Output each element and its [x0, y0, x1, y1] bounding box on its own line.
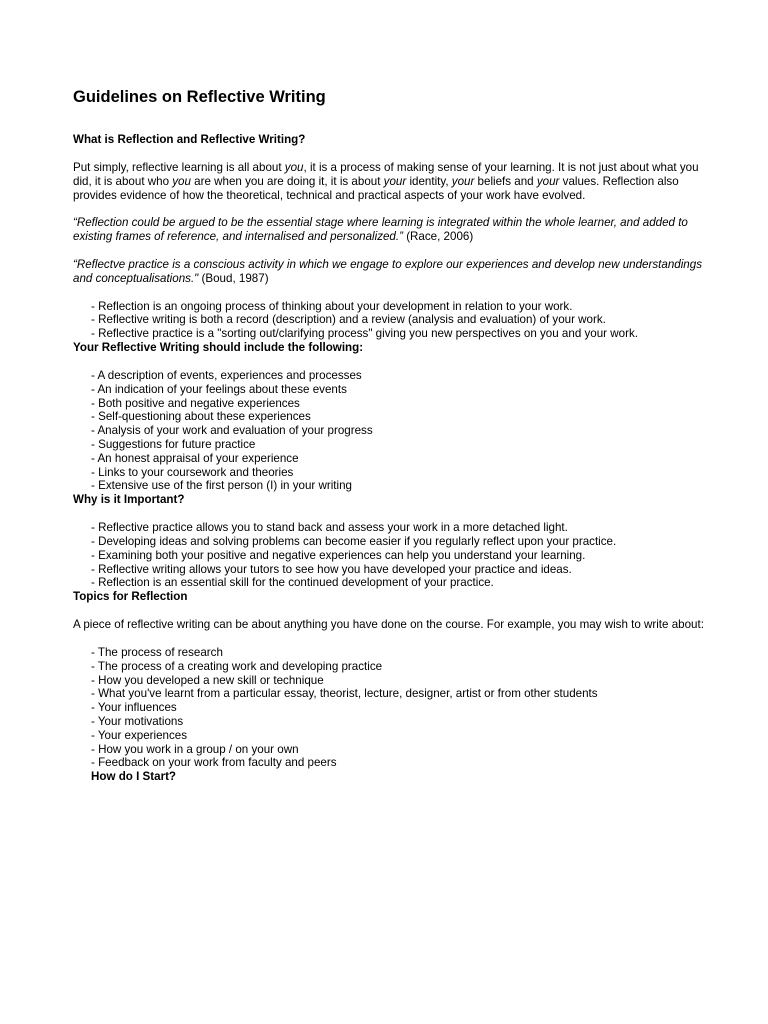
list-item: - An indication of your feelings about these events	[91, 383, 708, 397]
list-item: - The process of research	[91, 646, 708, 660]
list-item: - A description of events, experiences and processes	[91, 369, 708, 383]
list-item: - How you developed a new skill or technique	[91, 674, 708, 688]
intro-emphasis-2: you	[172, 174, 191, 188]
list-item: - Reflective writing allows your tutors to see how you have developed your practice and ideas.	[91, 563, 708, 577]
list-item: - Reflective practice is a "sorting out/clarifying process" giving you new perspectives on you and your work.	[91, 327, 708, 341]
list-item: - Reflection is an essential skill for the continued development of your practice.	[91, 576, 708, 590]
quote-race	[73, 216, 708, 244]
list-item: - Reflective writing is both a record (description) and a review (analysis and evaluation) of your work.	[91, 313, 708, 327]
list-item: - Examining both your positive and negative experiences can help you understand your learning.	[91, 549, 708, 563]
include-list	[73, 369, 708, 493]
reflection-points-list	[73, 313, 708, 341]
list-item: - Your experiences	[91, 729, 708, 743]
intro-text-4: identity,	[406, 174, 452, 188]
section-heading-what-is-reflection: What is Reflection and Reflective Writing?	[73, 133, 306, 146]
list-item: - Suggestions for future practice	[91, 438, 708, 452]
intro-emphasis-4: your	[451, 174, 475, 188]
intro-emphasis-1: you	[284, 161, 304, 174]
intro-text-6: values. Reflection also provides evidence of how the theoretical, technical and practical aspects of your work have evolved.	[73, 174, 679, 202]
quote-boud	[73, 258, 708, 286]
quote-race-citation: (Race, 2006)	[402, 230, 474, 244]
section-heading-how-start: How do I Start?	[91, 770, 177, 784]
intro-emphasis-5: your	[536, 174, 560, 188]
section-heading-topics: Topics for Reflection	[73, 590, 188, 604]
list-item: - Reflective practice allows you to stand back and assess your work in a more detached light.	[91, 521, 708, 535]
list-item: - Reflection is an ongoing process of thinking about your development in relation to your work.	[91, 300, 708, 314]
list-item: - Your motivations	[91, 715, 708, 729]
section-heading-should-include: Your Reflective Writing should include the following:	[73, 340, 364, 354]
quote-race-text: “Reflection could be argued to be the essential stage where learning is integrated within the whole learner, and added to existing frames of reference, and internalised and personalized.”	[73, 216, 688, 244]
list-item: - What you've learnt from a particular essay, theorist, lecture, designer, artist or from other students	[91, 687, 708, 701]
quote-boud-citation: (Boud, 1987)	[198, 271, 269, 285]
list-item: - Your influences	[91, 701, 708, 715]
list-item: - Self-questioning about these experiences	[91, 410, 708, 424]
list-item: - Links to your coursework and theories	[91, 466, 708, 480]
intro-paragraph	[73, 161, 708, 202]
intro-text-2: , it is a process of making sense of your learning. It is not just about what you did, it is about who	[73, 161, 699, 188]
topics-intro: A piece of reflective writing can be about anything you have done on the course. For example, you may wish to write about:	[73, 618, 704, 632]
list-item: - Analysis of your work and evaluation of your progress	[91, 424, 708, 438]
intro-text-3: are when you are doing it, it is about	[190, 174, 384, 188]
page-title: Guidelines on Reflective Writing	[73, 88, 326, 106]
intro-text-1: Put simply, reflective learning is all about	[73, 161, 285, 174]
quote-boud-text: “Reflectve practice is a conscious activity in which we engage to explore our experiences and develop new understandings and conceptualisations."	[73, 257, 702, 285]
reflection-point-list	[73, 300, 708, 314]
list-item: - The process of a creating work and developing practice	[91, 660, 708, 674]
list-item: - Developing ideas and solving problems can become easier if you regularly reflect upon your practice.	[91, 535, 708, 549]
section-heading-why-important: Why is it Important?	[73, 493, 185, 507]
list-item: - Both positive and negative experiences	[91, 397, 708, 411]
topics-list	[73, 646, 708, 770]
importance-list	[73, 521, 708, 590]
list-item: - Extensive use of the first person (I) in your writing	[91, 479, 708, 493]
list-item: - How you work in a group / on your own	[91, 743, 708, 757]
intro-text-5: beliefs and	[474, 174, 537, 188]
intro-emphasis-3: your	[383, 174, 407, 188]
list-item: - Feedback on your work from faculty and peers	[91, 756, 708, 770]
list-item: - An honest appraisal of your experience	[91, 452, 708, 466]
